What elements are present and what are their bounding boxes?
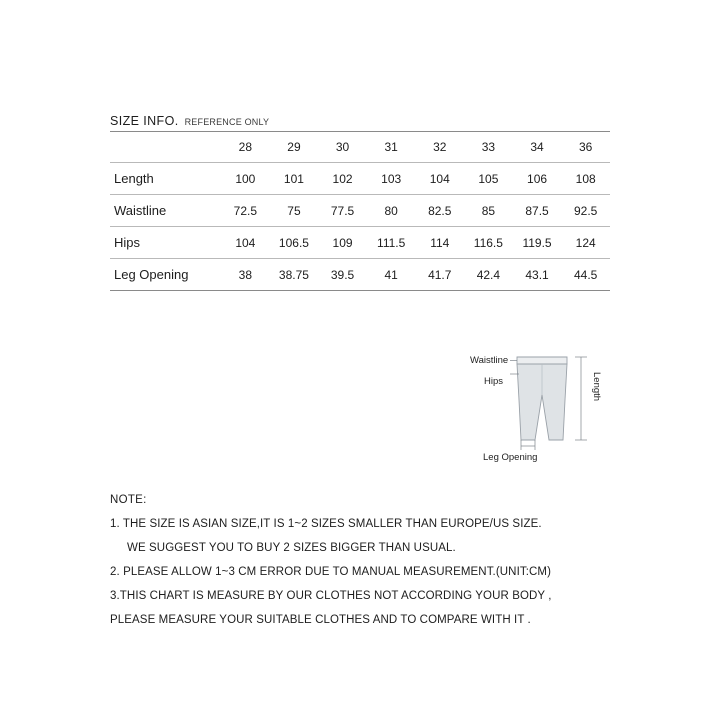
- note-block: [110, 488, 630, 632]
- size-table-body: [110, 163, 610, 291]
- cell-waistline-34: 87.5: [513, 195, 562, 227]
- cell-length-28: 100: [221, 163, 270, 195]
- diagram-label-leg-opening: Leg Opening: [483, 452, 538, 463]
- cell-waistline-30: 77.5: [318, 195, 367, 227]
- column-header-33: 33: [464, 132, 513, 163]
- column-header-31: 31: [367, 132, 416, 163]
- cell-waistline-28: 72.5: [221, 195, 270, 227]
- note-line-2: WE SUGGEST YOU TO BUY 2 SIZES BIGGER THAN USUAL.: [127, 542, 456, 554]
- cell-leg-opening-31: 41: [367, 259, 416, 291]
- column-header-32: 32: [415, 132, 464, 163]
- table-row: [110, 227, 610, 259]
- cell-length-31: 103: [367, 163, 416, 195]
- note-line-3: 2. PLEASE ALLOW 1~3 CM ERROR DUE TO MANUAL MEASUREMENT.(UNIT:CM): [110, 566, 552, 578]
- cell-length-30: 102: [318, 163, 367, 195]
- column-header-34: 34: [513, 132, 562, 163]
- row-label-waistline: Waistline: [110, 195, 221, 227]
- cell-leg-opening-28: 38: [221, 259, 270, 291]
- cell-leg-opening-34: 43.1: [513, 259, 562, 291]
- size-info-subtitle: REFERENCE ONLY: [184, 117, 270, 127]
- pants-measurement-diagram: [455, 340, 635, 475]
- cell-leg-opening-36: 44.5: [561, 259, 610, 291]
- table-row: [110, 259, 610, 291]
- cell-leg-opening-32: 41.7: [415, 259, 464, 291]
- row-label-hips: Hips: [110, 227, 221, 259]
- cell-length-32: 104: [415, 163, 464, 195]
- column-header-blank: [110, 132, 221, 163]
- cell-waistline-29: 75: [270, 195, 319, 227]
- size-info-title: SIZE INFO.: [110, 114, 179, 128]
- row-label-leg-opening: Leg Opening: [110, 259, 221, 291]
- cell-length-34: 106: [513, 163, 562, 195]
- cell-waistline-36: 92.5: [561, 195, 610, 227]
- cell-hips-34: 119.5: [513, 227, 562, 259]
- size-table-head: [110, 132, 610, 163]
- row-label-length: Length: [110, 163, 221, 195]
- cell-length-33: 105: [464, 163, 513, 195]
- cell-hips-30: 109: [318, 227, 367, 259]
- cell-hips-36: 124: [561, 227, 610, 259]
- cell-waistline-32: 82.5: [415, 195, 464, 227]
- table-header-row: [110, 132, 610, 163]
- note-line-5: PLEASE MEASURE YOUR SUITABLE CLOTHES AND TO COMPARE WITH IT .: [110, 614, 531, 626]
- cell-leg-opening-33: 42.4: [464, 259, 513, 291]
- cell-hips-31: 111.5: [367, 227, 416, 259]
- note-line-4: 3.THIS CHART IS MEASURE BY OUR CLOTHES NOT ACCORDING YOUR BODY ,: [110, 590, 552, 602]
- cell-leg-opening-30: 39.5: [318, 259, 367, 291]
- cell-waistline-31: 80: [367, 195, 416, 227]
- diagram-label-hips: Hips: [484, 376, 504, 387]
- diagram-label-length: Length: [591, 372, 602, 402]
- note-title: NOTE:: [110, 494, 147, 506]
- note-line-1: 1. THE SIZE IS ASIAN SIZE,IT IS 1~2 SIZES SMALLER THAN EUROPE/US SIZE.: [110, 518, 542, 530]
- size-table: [110, 131, 610, 291]
- column-header-36: 36: [561, 132, 610, 163]
- cell-hips-28: 104: [221, 227, 270, 259]
- column-header-28: 28: [221, 132, 270, 163]
- cell-hips-32: 114: [415, 227, 464, 259]
- column-header-30: 30: [318, 132, 367, 163]
- table-row: [110, 195, 610, 227]
- table-row: [110, 163, 610, 195]
- column-header-29: 29: [270, 132, 319, 163]
- cell-leg-opening-29: 38.75: [270, 259, 319, 291]
- size-info-header: [110, 114, 269, 128]
- cell-hips-29: 106.5: [270, 227, 319, 259]
- cell-waistline-33: 85: [464, 195, 513, 227]
- diagram-label-waistline: Waistline: [470, 355, 509, 366]
- cell-length-29: 101: [270, 163, 319, 195]
- cell-length-36: 108: [561, 163, 610, 195]
- cell-hips-33: 116.5: [464, 227, 513, 259]
